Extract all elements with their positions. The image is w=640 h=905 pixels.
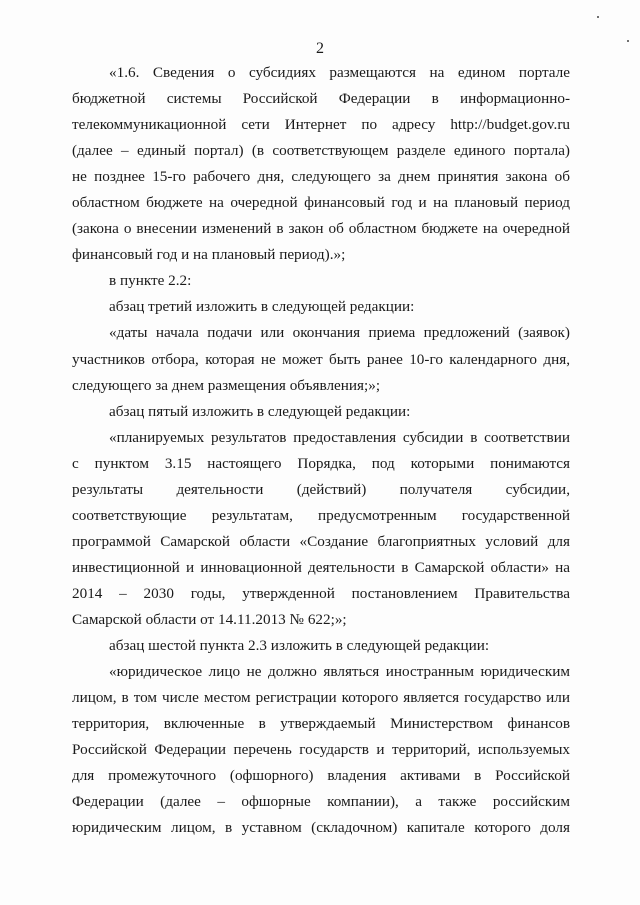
text-line: абзац пятый изложить в следующей редакции: <box>109 402 411 420</box>
text-line: территория, включенные в утверждаемый Министерством финансов <box>72 715 570 733</box>
text-line: «даты начала подачи или окончания приема предложений (заявок) <box>109 324 570 342</box>
text-line: участников отбора, которая не может быть ранее 10-го календарного дня, <box>72 350 570 368</box>
text-line: с пунктом 3.15 настоящего Порядка, под которыми понимаются <box>72 454 570 472</box>
text-line: абзац шестой пункта 2.3 изложить в следующей редакции: <box>109 637 490 655</box>
text-line: соответствующие результатам, предусмотренным государственной <box>72 506 570 524</box>
text-line: (закона о внесении изменений в закон об областном бюджете на очередной <box>72 220 570 238</box>
text-line: результаты деятельности (действий) получателя субсидии, <box>72 480 570 498</box>
page-number: 2 <box>316 40 324 57</box>
text-line: в пункте 2.2: <box>109 272 192 290</box>
text-line: финансовый год и на плановый период).»; <box>72 246 346 264</box>
text-line: «1.6. Сведения о субсидиях размещаются на едином портале <box>109 64 570 81</box>
text-line: «юридическое лицо не должно являться иностранным юридическим <box>109 663 570 681</box>
text-line: областном бюджете на очередной финансовый год и на плановый период <box>72 194 570 212</box>
text-line: 2014 – 2030 годы, утвержденной постановлением Правительства <box>72 584 570 602</box>
text-line: Российской Федерации перечень государств и территорий, используемых <box>72 741 570 759</box>
text-line: телекоммуникационной сети Интернет по адресу http://budget.gov.ru <box>72 116 570 134</box>
text-line: Федерации (далее – офшорные компании), а также российским <box>72 793 570 811</box>
text-line: (далее – единый портал) (в соответствующем разделе единого портала) <box>72 142 570 160</box>
text-line: следующего за днем размещения объявления;»; <box>72 376 381 394</box>
text-line: не позднее 15-го рабочего дня, следующего за днем принятия закона об <box>72 168 570 186</box>
scan-speck <box>597 16 599 18</box>
text-line: юридическим лицом, в уставном (складочном) капитале которого доля <box>72 819 570 837</box>
text-line: Самарской области от 14.11.2013 № 622;»; <box>72 610 347 628</box>
scan-speck <box>627 40 629 42</box>
text-line: программой Самарской области «Создание благоприятных условий для <box>72 532 570 550</box>
text-line: для промежуточного (офшорного) владения активами в Российской <box>72 767 570 785</box>
text-line: абзац третий изложить в следующей редакции: <box>109 298 415 316</box>
text-line: инвестиционной и инновационной деятельности в Самарской области» на <box>72 558 570 576</box>
text-line: бюджетной системы Российской Федерации в информационно- <box>72 90 570 108</box>
text-line: лицом, в том числе местом регистрации которого является государство или <box>72 689 570 707</box>
text-line: «планируемых результатов предоставления субсидии в соответствии <box>109 428 570 446</box>
document-body <box>72 60 570 841</box>
